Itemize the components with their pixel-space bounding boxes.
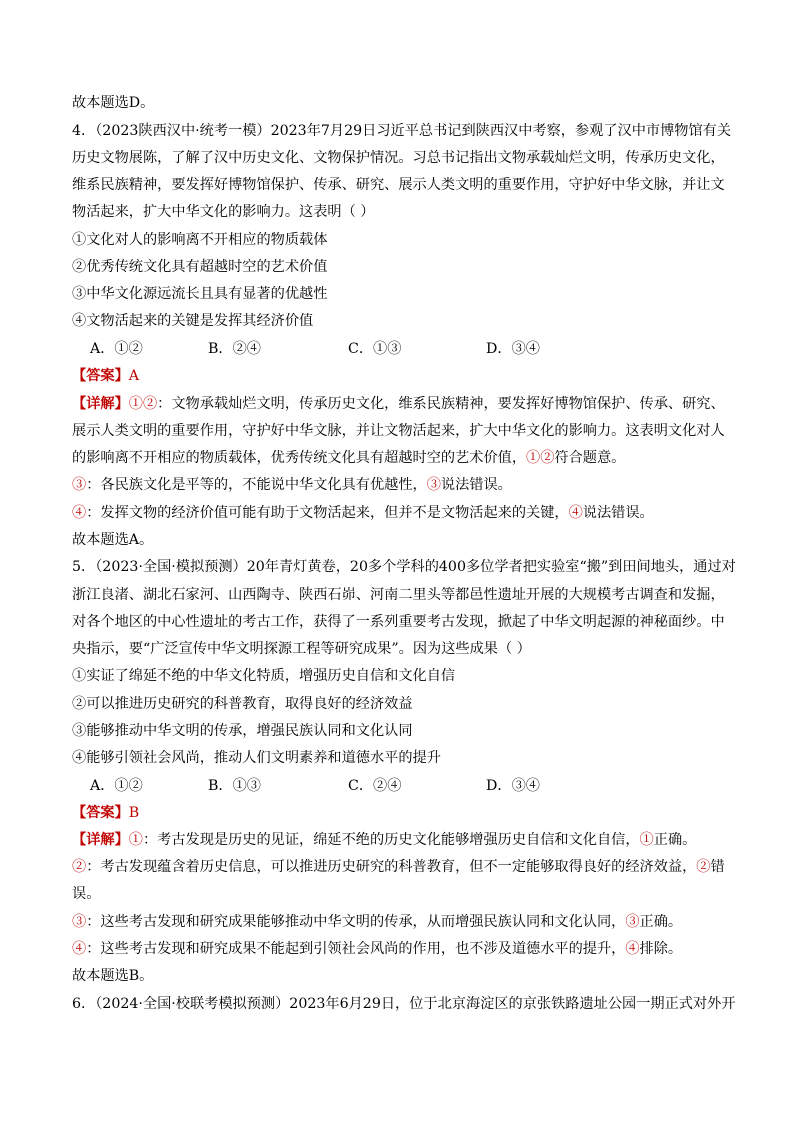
- q4-detail-line-4: [72, 475, 724, 495]
- q5-stem-line-3: 对各个地区的中心性遗址的考古工作，获得了一系列重要考古发现，掀起了中华文明起源的神秘面纱。中: [72, 614, 725, 630]
- q5-detail-line-1: [72, 830, 724, 850]
- detail-label: 【详解】: [72, 832, 129, 848]
- detail-tail: 正确。: [639, 914, 683, 930]
- detail-mark: ②: [72, 859, 87, 875]
- q4-detail-line-5: [72, 503, 724, 523]
- q5-statement-4: ④能够引领社会风尚，推动人们文明素养和道德水平的提升: [72, 750, 441, 766]
- q5-statement-2: ②可以推进历史研究的科普教育，取得良好的经济效益: [72, 696, 413, 712]
- answer-value: A: [128, 368, 140, 384]
- q4-option-d: D．③④: [486, 341, 540, 357]
- q5-stem-line-4: 央指示，要“广泛宣传中华文明探源工程等研究成果”。因为这些成果（ ）: [72, 641, 531, 657]
- detail-text: ：文物承载灿烂文明，传承历史文化，维系民族精神，要发挥好博物馆保护、传承、研究、: [157, 396, 725, 412]
- detail-text: ：考古发现是历史的见证，绵延不绝的历史文化能够增强历史自信和文化自信，: [142, 832, 640, 848]
- q4-detail-line-3: [72, 448, 724, 468]
- detail-mark: ③: [625, 914, 640, 930]
- answer-value: B: [128, 805, 140, 821]
- detail-tail: 说法错误。: [582, 505, 654, 521]
- q4-stem-line-3: 维系民族精神，要发挥好博物馆保护、传承、研究、展示人类文明的重要作用，守护好中华文脉，并让文: [72, 177, 725, 193]
- detail-mark: ④: [72, 941, 87, 957]
- answer-label: 【答案】: [72, 368, 129, 384]
- q5-answer: [72, 803, 724, 823]
- q5-detail-line-2: [72, 857, 724, 877]
- detail-text: ：各民族文化是平等的，不能说中华文化具有优越性，: [86, 477, 427, 493]
- detail-label: 【详解】: [72, 396, 129, 412]
- q5-conclusion: 故本题选B。: [72, 968, 154, 984]
- detail-mark: ③: [72, 914, 87, 930]
- q4-statement-4: ④文物活起来的关键是发挥其经济价值: [72, 313, 314, 329]
- detail-tail: 排除。: [639, 941, 683, 957]
- detail-text: ：考古发现蕴含着历史信息，可以推进历史研究的科普教育，但不一定能够取得良好的经济效益，: [86, 859, 697, 875]
- detail-mark: ④: [72, 505, 87, 521]
- q4-statement-3: ③中华文化源远流长且具有显著的优越性: [72, 286, 328, 302]
- q5-option-d: D．③④: [486, 778, 540, 794]
- q4-conclusion: 故本题选A。: [72, 532, 154, 548]
- q4-stem-line-1: 4．（2023陕西汉中·统考一模）2023年7月29日习近平总书记到陕西汉中考察，参观了汉中市博物馆有关: [72, 123, 732, 139]
- detail-mark: ①: [128, 832, 143, 848]
- detail-tail: 错: [710, 859, 725, 875]
- detail-mark: ①②: [128, 396, 158, 412]
- detail-text: ：发挥文物的经济价值可能有助于文物活起来，但并不是文物活起来的关键，: [86, 505, 569, 521]
- detail-text: ：这些考古发现和研究成果能够推动中华文明的传承，从而增强民族认同和文化认同，: [86, 914, 626, 930]
- detail-tail: 正确。: [653, 832, 697, 848]
- answer-label: 【答案】: [72, 805, 129, 821]
- detail-text: 的影响离不开相应的物质载体，优秀传统文化具有超越时空的艺术价值，: [72, 450, 527, 466]
- detail-mark: ①②: [526, 450, 555, 466]
- detail-mark: ④: [625, 941, 640, 957]
- detail-mark: ①: [639, 832, 654, 848]
- q5-statement-1: ①实证了绵延不绝的中华文化特质，增强历史自信和文化自信: [72, 668, 456, 684]
- q6-stem-line-1: 6．（2024·全国·校联考模拟预测）2023年6月29日，位于北京海淀区的京张铁路遗址公园一期正式对外开: [72, 996, 736, 1012]
- detail-mark: ②: [696, 859, 711, 875]
- q4-stem-line-4: 物活起来，扩大中华文化的影响力。这表明（ ）: [72, 204, 375, 220]
- detail-mark: ④: [568, 505, 583, 521]
- detail-mark: ③: [72, 477, 87, 493]
- q4-detail-line-1: [72, 394, 724, 414]
- q4-stem-line-2: 历史文物展陈，了解了汉中历史文化、文物保护情况。习总书记指出文物承载灿烂文明，传承历史文化，: [72, 150, 725, 166]
- detail-mark: ③: [426, 477, 441, 493]
- q5-stem-line-1: 5．（2023·全国·模拟预测）20年青灯黄卷，20多个学科的400多位学者把实验室“搬”到田间地头，通过对: [72, 559, 736, 575]
- q4-option-a: A．①②: [90, 341, 143, 357]
- q4-statement-1: ①文化对人的影响离不开相应的物质载体: [72, 232, 328, 248]
- q5-detail-line-5: [72, 939, 724, 959]
- q3-conclusion: 故本题选D。: [72, 95, 155, 111]
- detail-tail: 符合题意。: [554, 450, 626, 466]
- q4-statement-2: ②优秀传统文化具有超越时空的艺术价值: [72, 259, 328, 275]
- q4-option-b: B．②④: [208, 341, 261, 357]
- detail-text: ：这些考古发现和研究成果不能起到引领社会风尚的作用，也不涉及道德水平的提升，: [86, 941, 626, 957]
- q5-option-a: A．①②: [90, 778, 143, 794]
- q5-option-c: C．②④: [348, 778, 402, 794]
- detail-tail: 说法错误。: [440, 477, 512, 493]
- q5-stem-line-2: 浙江良渚、湖北石家河、山西陶寺、陕西石峁、河南二里头等都邑性遗址开展的大规模考古调查和发掘，: [72, 587, 725, 603]
- q5-option-b: B．①③: [208, 778, 261, 794]
- q5-detail-line-4: [72, 912, 724, 932]
- q4-answer: [72, 366, 724, 386]
- q4-detail-line-2: 展示人类文明的重要作用，守护好中华文脉，并让文物活起来，扩大中华文化的影响力。这表明文化对人: [72, 423, 725, 439]
- q4-option-c: C．①③: [348, 341, 402, 357]
- q5-detail-line-3: 误。: [72, 886, 101, 902]
- q5-statement-3: ③能够推动中华文明的传承，增强民族认同和文化认同: [72, 723, 413, 739]
